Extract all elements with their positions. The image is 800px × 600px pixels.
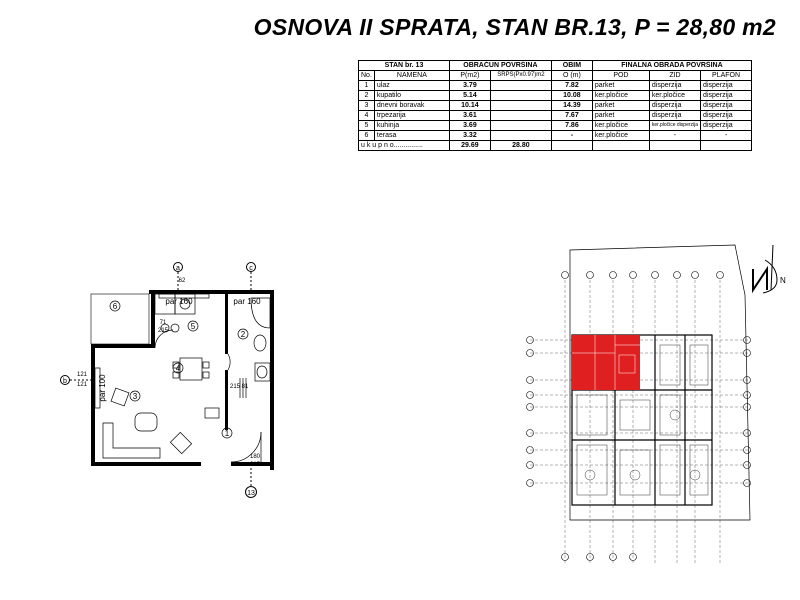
- dim-label: 71: [159, 320, 167, 326]
- cell-p: 3.32: [449, 131, 490, 141]
- cell-pod: parket: [592, 101, 649, 111]
- cell-pod: ker.pločice: [592, 131, 649, 141]
- axis-label-a: a: [176, 265, 180, 272]
- armchair: [170, 432, 191, 453]
- room-number-1: 1: [224, 429, 230, 438]
- col-zid: ZID: [649, 71, 700, 81]
- dim-label: 180: [249, 454, 261, 460]
- cell-zid: disperzija: [649, 111, 700, 121]
- cell-p: 3.79: [449, 81, 490, 91]
- axis-label-13: 13: [247, 490, 255, 497]
- cell-plafon: disperzija: [701, 91, 752, 101]
- cell-srps: [490, 81, 551, 91]
- wall-top: [149, 290, 274, 294]
- door-label: par 100: [98, 374, 107, 402]
- cell-plafon: disperzija: [701, 101, 752, 111]
- cell-p: 3.69: [449, 121, 490, 131]
- cell-zid: -: [649, 131, 700, 141]
- table-row: [359, 131, 752, 141]
- cell-plafon: disperzija: [701, 111, 752, 121]
- dim-label: 215: [249, 462, 261, 468]
- cell-no: 2: [359, 91, 375, 101]
- col-no: No.: [359, 71, 375, 81]
- cell-pod: ker.pločice: [592, 91, 649, 101]
- chair: [203, 362, 209, 368]
- wall-left: [91, 344, 95, 464]
- cell-srps: [490, 101, 551, 111]
- wall-bath-left: [225, 294, 228, 354]
- cell-no: 5: [359, 121, 375, 131]
- cell-o: 7.86: [551, 121, 592, 131]
- table-row: [359, 101, 752, 111]
- total-empty: [592, 141, 649, 151]
- room-number-3: 3: [132, 392, 138, 401]
- cell-p: 10.14: [449, 101, 490, 111]
- header-obim: OBIM: [551, 61, 592, 71]
- door-label: par 160: [165, 297, 193, 306]
- apartment-highlight: [572, 335, 640, 390]
- total-label: u k u p n o...............: [359, 141, 450, 151]
- cell-namena: trpezarija: [374, 111, 449, 121]
- col-pod: POD: [592, 71, 649, 81]
- grid-lines: [530, 280, 750, 565]
- table-row: [359, 111, 752, 121]
- cell-plafon: -: [701, 131, 752, 141]
- chair: [203, 372, 209, 378]
- col-o: O (m): [551, 71, 592, 81]
- total-empty: [649, 141, 700, 151]
- cell-o: 14.39: [551, 101, 592, 111]
- cell-no: 4: [359, 111, 375, 121]
- cell-zid: ker.pločice disperzija: [649, 121, 700, 131]
- room-number-5: 5: [190, 322, 196, 331]
- dim-label: 215: [157, 328, 169, 334]
- wall-terrace-side: [151, 290, 155, 348]
- col-p: P(m2): [449, 71, 490, 81]
- north-arrow: [753, 245, 777, 293]
- axis-label-b: b: [63, 378, 67, 385]
- cell-srps: [490, 121, 551, 131]
- grid-bubbles: [527, 272, 751, 561]
- wall-bath-left-lower: [225, 370, 228, 430]
- cell-o: -: [551, 131, 592, 141]
- coffee-table: [135, 413, 157, 431]
- cell-o: 7.82: [551, 81, 592, 91]
- cell-p: 3.61: [449, 111, 490, 121]
- dim-label: 215: [229, 384, 241, 390]
- table-subheader-row: [359, 71, 752, 81]
- dim-label: 81: [241, 384, 249, 390]
- total-p: 29.69: [449, 141, 490, 151]
- cell-pod: ker.pločice: [592, 121, 649, 131]
- table-row: [359, 81, 752, 91]
- area-table: [358, 60, 752, 151]
- header-obracun: OBRAČUN POVRŠINA: [449, 61, 551, 71]
- cell-srps: [490, 131, 551, 141]
- floor-plan: [55, 258, 290, 503]
- col-srps: SRPS(Px0.97)m2: [490, 71, 551, 81]
- cell-zid: ker.pločice: [649, 91, 700, 101]
- total-empty: [551, 141, 592, 151]
- cell-plafon: disperzija: [701, 81, 752, 91]
- axis-label-c: c: [249, 265, 253, 272]
- header-finalna: FINALNA OBRADA POVRŠINA: [592, 61, 751, 71]
- cell-no: 3: [359, 101, 375, 111]
- col-namena: NAMENA: [374, 71, 449, 81]
- dim-label: 62: [178, 278, 186, 284]
- col-plafon: PLAFON: [701, 71, 752, 81]
- wall-terrace-bottom: [91, 344, 155, 348]
- cell-zid: disperzija: [649, 101, 700, 111]
- table-row: [359, 91, 752, 101]
- header-stan: STAN br. 13: [359, 61, 450, 71]
- terrace-outline: [91, 294, 149, 344]
- room-number-4: 4: [175, 364, 181, 373]
- burner: [171, 324, 179, 332]
- cell-no: 1: [359, 81, 375, 91]
- armchair: [111, 388, 129, 406]
- washbasin-bowl: [257, 366, 267, 378]
- table-total-row: [359, 141, 752, 151]
- cell-namena: terasa: [374, 131, 449, 141]
- wall-bottom-left: [91, 462, 201, 466]
- cell-plafon: disperzija: [701, 121, 752, 131]
- radiator: [205, 408, 219, 418]
- room-number-6: 6: [112, 302, 118, 311]
- sofa: [103, 423, 160, 458]
- cell-pod: parket: [592, 81, 649, 91]
- dim-label: 121: [76, 372, 88, 378]
- cell-namena: kuhinja: [374, 121, 449, 131]
- cell-namena: ulaz: [374, 81, 449, 91]
- cell-o: 7.67: [551, 111, 592, 121]
- cell-o: 10.08: [551, 91, 592, 101]
- total-empty: [701, 141, 752, 151]
- door-label: par 160: [233, 297, 261, 306]
- cell-p: 5.14: [449, 91, 490, 101]
- cell-no: 6: [359, 131, 375, 141]
- table-row: [359, 121, 752, 131]
- room-number-2: 2: [240, 330, 246, 339]
- cell-zid: disperzija: [649, 81, 700, 91]
- key-plan: [515, 235, 795, 575]
- north-label: N: [780, 276, 786, 285]
- wall-right: [270, 290, 274, 470]
- cell-srps: [490, 111, 551, 121]
- bath-door-swing: [228, 354, 230, 370]
- cell-namena: dnevni boravak: [374, 101, 449, 111]
- toilet: [254, 335, 266, 351]
- cell-namena: kupatilo: [374, 91, 449, 101]
- dim-label: 121: [76, 382, 88, 388]
- cell-pod: parket: [592, 111, 649, 121]
- cell-srps: [490, 91, 551, 101]
- table-header-row: [359, 61, 752, 71]
- total-srps: 28.80: [490, 141, 551, 151]
- dining-table: [180, 358, 202, 380]
- page-title: OSNOVA II SPRATA, STAN BR.13, P = 28,80 m2: [253, 14, 776, 40]
